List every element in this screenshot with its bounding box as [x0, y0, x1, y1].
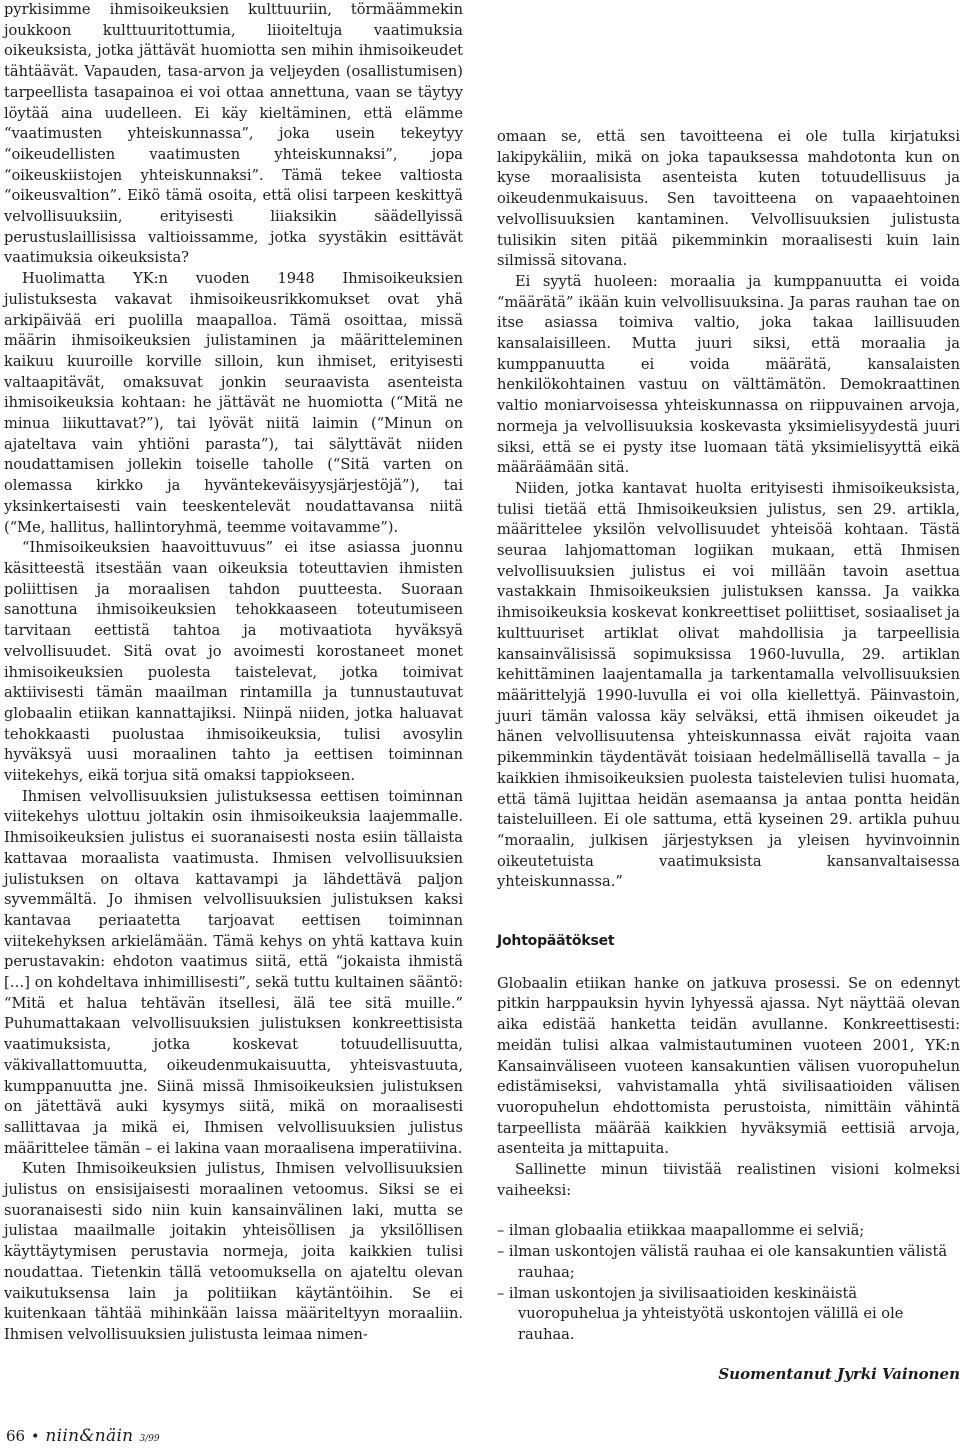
left-column — [4, 0, 463, 1346]
section-heading: Johtopäätökset — [497, 933, 615, 950]
separator-dot: • — [31, 1429, 40, 1445]
conclusion-list — [497, 1221, 960, 1345]
list-item: – ilman uskontojen ja sivilisaatioiden keskinäistä vuoropuhelua ja yhteistyötä uskontojen välillä ei ole rauhaa. — [497, 1284, 904, 1343]
conclusion-paragraph: Globaalin etiikan hanke on jatkuva prosessi. Se on edennyt pitkin harppauksin hyvin lyhyessä ajassa. Nyt näyttää olevan aika edistää hanketta teidän avullanne. Konkreettisesti: meidän tulisi alkaa valmistautuminen vuoteen 2001, YK:n Kansainväliseen vuoteen kansakuntien välisen vuoropuhelun edistämiseksi, vahvistamalla yhtä sivilisaatioiden välisen vuoropuhelun ehdottomista perustoista, nimittäin vähintä tarpeellista määrää kaikkien hyväksymiä eettisiä arvoja, asenteita ja mittapuita. — [497, 974, 960, 1158]
right-column — [497, 127, 960, 1384]
translator-credit: Suomentanut Jyrki Vainonen — [718, 1364, 960, 1383]
body-paragraph: Ihmisen velvollisuuksien julistuksessa eettisen toiminnan viitekehys ulottuu joltakin osin ihmisoikeuksia laajemmalle. Ihmisoikeuksien julistus ei suoranaisesti nosta esiin tällaista kattavaa moraalista vaatimusta. Ihmisen velvollisuuksien julistuksen on oltava kattavampi ja lähdettävä paljon syvemmältä. Jo ihmisen velvollisuuksien julistuksen kaksi kantavaa periaatetta tarjoavat eettisen toiminnan viitekehyksen arkielämään. Tämä kehys on yhtä kattava kuin perustavakin: ehdoton vaatimus siitä, että “jokaista ihmistä […] on kohdeltava inhimillisesti”, sekä tuttu kultainen sääntö: “Mitä et halua tehtävän itsellesi, älä tee sitä muille.” Puhumattakaan velvollisuuksien julistuksen konkreettisista vaatimuksista, jotka koskevat totuudellisuutta, väkivallattomuutta, oikeudenmukaisuutta, yhteisvastuuta, kumppanuutta jne. Siinä missä Ihmisoikeuksien julistuksen on jätettävä auki kysymys siitä, mikä on moraalisesti sallittavaa ja mikä ei, Ihmisen velvollisuuksien julistus määrittelee tämän – ei lakina vaan moraalisena imperatiivina. — [4, 787, 463, 1157]
page-footer — [6, 1426, 160, 1446]
list-item: – ilman globaalia etiikkaa maapallomme ei selviä; — [497, 1222, 865, 1240]
body-paragraph: Kuten Ihmisoikeuksien julistus, Ihmisen velvollisuuksien julistus on ensisijaisesti moraalinen vetoomus. Siksi se ei suoranaisesti sido niin kuin kansainvälinen laki, mutta se julistaa maailmalle joitakin yhteisöllisen ja yksilöllisen käyttäytymisen perustavia normeja, joita kaikkien tulisi noudattaa. Tietenkin tällä vetoomuksella on ajateltu olevan vaikutuksensa lain ja politiikan käytäntöihin. Se ei kuitenkaan tähtää mihinkään laissa määriteltyyn moraaliin. Ihmisen velvollisuuksien julistusta leimaa nimen- — [4, 1160, 463, 1343]
conclusion-paragraph: Sallinette minun tiivistää realistinen visioni kolmeksi vaiheeksi: — [497, 1161, 960, 1199]
list-item: – ilman uskontojen välistä rauhaa ei ole kansakuntien välistä rauhaa; — [497, 1243, 948, 1281]
page-number: 66 — [6, 1427, 26, 1445]
body-paragraph: Huolimatta YK:n vuoden 1948 Ihmisoikeuksien julistuksesta vakavat ihmisoikeusrikkomukset ovat yhä arkipäivää eri puolilla maapalloa. Tämä osoittaa, missä määrin ihmisoikeuksien julistaminen ja määritteleminen kaikuu kuuroille korville silloin, kun ihmiset, erityisesti valtaapitävät, omaksuvat jonkin seuraavista asenteista ihmisoikeuksia kohtaan: he jättävät ne huomiotta (“Mitä ne minua liikuttavat?”), tai lyövät niitä laimin (“Minun on ajateltava vain yhtiöni parasta”), tai sälyttävät niiden noudattamisen jollekin toiselle taholle (“Sitä varten on olemassa kirkko ja hyväntekeväisyysjärjestöjä”), tai yksinkertaisesti vain teeskentelevät noudattavansa niitä (“Me, hallitus, hallintoryhmä, teemme voitavamme”). — [4, 270, 463, 536]
body-paragraph: “Ihmisoikeuksien haavoittuvuus” ei itse asiassa juonnu käsitteestä itsestään vaan oikeuksia toteuttavien ihmisten poliittisen ja moraalisen tahdon puutteesta. Suoraan sanottuna ihmisoikeuksien tehokkaaseen toteutumiseen tarvitaan eettistä tahtoa ja motivaatiota hyväksyä velvollisuudet. Sitä ovat jo avoimesti korostaneet monet ihmisoikeuksien puolesta taistelevat, jotka toimivat aktiivisesti tämän maailman rintamilla ja tunnustautuvat globaalin etiikan kannattajiksi. Niinpä niiden, jotka haluavat tehokkaasti puolustaa ihmisoikeuksia, tulisi avosylin hyväksyä uusi moraalinen tahto ja eettisen toiminnan viitekehys, eikä torjua sitä omaksi tappiokseen. — [4, 539, 463, 785]
body-paragraph: omaan se, että sen tavoitteena ei ole tulla kirjatuksi lakipykäliin, mikä on joka tapauksessa mahdotonta kun on kyse moraalisista asenteista kuten totuudellisuus ja oikeudenmukaisuus. Sen tavoitteena on vapaaehtoinen velvollisuuksien kantaminen. Velvollisuuksien julistusta tulisikin siten pitää pikemminkin moraalisesti kuin lain silmissä sitovana. — [497, 128, 960, 270]
magazine-logo: niin&näin — [45, 1426, 134, 1446]
issue-number: 3/99 — [139, 1434, 160, 1444]
body-paragraph: Niiden, jotka kantavat huolta erityisesti ihmisoikeuksista, tulisi tietää että Ihmisoikeuksien julistus, sen 29. artikla, määrittelee yksilön velvollisuudet yhteisöä kohtaan. Tästä seuraa lahjomattoman logiikan mukaan, että Ihmisen velvollisuuksien julistus ei voi millään tavoin asettua vastakkain Ihmisoikeuksien julistuksen kanssa. Ja vaikka ihmisoikeuksia koskevat konkreettiset poliittiset, sosiaaliset ja kulttuuriset artiklat olivat mahdollisia ja tarpeellisia kansainvälisissä sopimuksissa 1960-luvulla, 29. artiklan kehittäminen laajentamalla ja tarkentamalla velvollisuuksien määrittelyjä 1990-luvulla ei voi olla kiellettyä. Päinvastoin, juuri tämän valossa käy selväksi, että ihmisen oikeudet ja hänen velvollisuutensa yhteiskunnassa eivät rajoita vaan pikemminkin täydentävät toisiaan hedelmällisellä tavalla – ja kaikkien ihmisoikeuksien puolesta taistelevien tulisi huomata, että tämä lujittaa heidän asemaansa ja antaa pontta heidän taisteluilleen. Ei ole sattuma, että kyseinen 29. artikla puhuu “moraalin, julkisen järjestyksen ja yleisen hyvinvoinnin oikeutetuista vaatimuksista kansanvaltaisessa yhteiskunnassa.” — [497, 479, 960, 891]
body-paragraph: Ei syytä huoleen: moraalia ja kumppanuutta ei voida “määrätä” ikään kuin velvollisuuksina. Ja paras rauhan tae on itse asiassa toimiva valtio, joka takaa laillisuuden kansalaisilleen. Mutta juuri siksi, että moraalia ja kumppanuutta ei voida määrätä, kansalaisten henkilökohtainen vastuu on välttämätön. Demokraattinen valtio moniarvoisessa yhteiskunnassa on riippuvainen arvoja, normeja ja velvollisuuksia koskevasta yksimielisyydestä juuri siksi, että se ei pysty itse luomaan tätä yksimielisyyttä eikä määräämään sitä. — [497, 272, 960, 477]
body-paragraph: pyrkisimme ihmisoikeuksien kulttuuriin, törmäämmekin joukkoon kulttuuritottumia, liioiteltuja vaatimuksia oikeuksista, jotka jättävät huomiotta sen mihin ihmisoikeudet tähtäävät. Vapauden, tasa-arvon ja veljeyden (osallistumisen) tarpeellista tasapainoa ei voi ottaa annettuna, vaan se täytyy löytää aina uudelleen. Ei käy kieltäminen, että elämme “vaatimusten yhteiskunnassa”, joka usein tekeytyy “oikeudellisten vaatimusten yhteiskunnaksi”, jopa “oikeuskiistojen yhteiskunnaksi”. Tämä tekee valtiosta “oikeusvaltion”. Eikö tämä osoita, että olisi tarpeen keskittyä velvollisuuksiin, erityisesti liiaksikin säädellyissä perustuslaillisissa valtioissamme, jotka syystäkin esittävät vaatimuksia oikeuksista? — [4, 1, 463, 267]
